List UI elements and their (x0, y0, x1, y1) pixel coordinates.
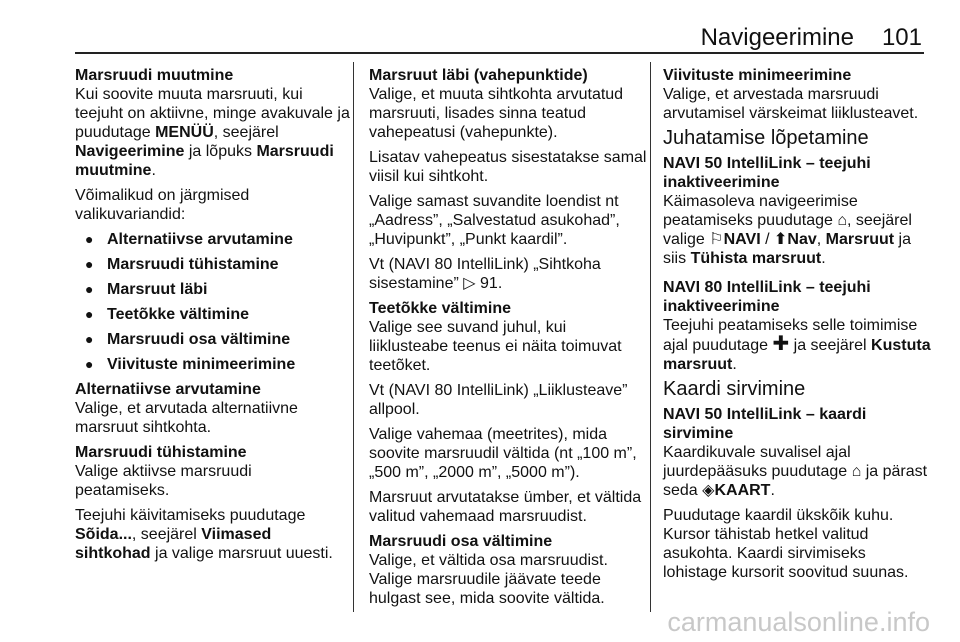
column-divider-2 (650, 62, 651, 612)
page-header (75, 24, 924, 50)
list-item: ● Viivituste minimeerimine (75, 355, 350, 374)
text: ja lõpuks (184, 143, 257, 160)
heading-alternative: Alternatiivse arvutamine (75, 381, 261, 398)
heading-navi50-deactivate: NAVI 50 IntelliLink – teejuhi inaktiveerimine (663, 155, 871, 191)
text: , seejärel (213, 124, 279, 141)
section-map-browse: Kaardi sirvimine (663, 378, 806, 400)
page-title: Navigeerimine (700, 24, 854, 51)
heading-waypoints: Marsruut läbi (vahepunktide) (369, 67, 588, 84)
list-item: ● Marsruut läbi (75, 280, 350, 299)
text: Kaardikuvale suvalisel ajal juurdepääsuks puudutage (663, 444, 852, 480)
navigation-label: Navigeerimine (75, 143, 185, 160)
route-label: Marsruut (825, 231, 895, 248)
flag-icon: ⚐ (709, 231, 724, 248)
section-stop-guidance: Juhatamise lõpetamine (663, 127, 869, 149)
paragraph-recalc: Marsruut arvutatakse ümber, et vältida valitud vahemaad marsruudist. (369, 489, 642, 525)
recent-destinations-label: Viimased sihtkohad (75, 526, 272, 562)
heading-minimise-delays: Viivituste minimeerimine (663, 67, 852, 84)
paragraph-waypoint-entry: Lisatav vahepeatus sisestatakse samal viisil kui sihtkoht. (369, 149, 647, 185)
paragraph-change-route (75, 85, 350, 180)
cancel-route-label: Tühista marsruut (690, 250, 822, 267)
plus-icon: ✚ (772, 333, 790, 355)
nav-label: Nav (787, 231, 817, 248)
heading-navi80-deactivate: NAVI 80 IntelliLink – teejuhi inaktiveerimine (663, 279, 871, 315)
paragraph-distance: Valige vahemaa (meetrites), mida soovite marsruudil vältida (nt „100 m”, „500 m”, „2000 m”, „5000 m”). (369, 426, 637, 481)
heading-avoid-part: Marsruudi osa vältimine (369, 533, 553, 550)
text: . (151, 162, 156, 179)
text: , seejärel valige (663, 212, 912, 248)
home-icon: ⌂ (837, 212, 848, 229)
header-rule (75, 52, 924, 54)
page-reference-icon: ▷ (463, 275, 476, 292)
options-list (75, 230, 350, 374)
paragraph-avoid-part: Valige, et vältida osa marsruudist. Valige marsruudile jäävate teede hulgast see, mida soovite vältida. (369, 552, 608, 607)
text: Käimasoleva navigeerimise peatamiseks puudutage (663, 193, 858, 229)
paragraph-map-cursor: Puudutage kaardil ükskõik kuhu. Kursor tähistab hetkel valitud asukohta. Kaardi sirvimiseks lohistage kursorit soovitud suunas. (663, 507, 909, 581)
paragraph-navi50-map (663, 443, 933, 500)
list-item: ● Marsruudi osa vältimine (75, 330, 350, 349)
heading-change-route: Marsruudi muutmine (75, 67, 234, 84)
paragraph-waypoint-options: Valige samast suvandite loendist nt „Aadress”, „Salvestatud asukohad”, „Huvipunkt”, „Punkt kaardil”. (369, 193, 620, 248)
text: / (760, 231, 774, 248)
text: . (732, 356, 737, 373)
paragraph-restart-guidance (75, 506, 350, 563)
menu-label: MENÜÜ (155, 124, 214, 141)
paragraph-reference (369, 255, 649, 293)
text: , seejärel (131, 526, 202, 543)
drive-label: Sõida... (75, 526, 132, 543)
text: Teejuhi peatamiseks selle toimimise ajal puudutage (663, 317, 918, 354)
paragraph-roadblock: Valige see suvand juhul, kui liiklusteabe teenus ei näita toimuvat teetõket. (369, 319, 622, 374)
home-icon: ⌂ (851, 463, 862, 480)
heading-navi50-map: NAVI 50 IntelliLink – kaardi sirvimine (663, 406, 867, 442)
paragraph-traffic-ref: Vt (NAVI 80 IntelliLink) „Liiklusteave” allpool. (369, 382, 628, 418)
list-item: ● Teetõkke vältimine (75, 305, 350, 324)
paragraph-options: Võimalikud on järgmised valikuvariandid: (75, 187, 250, 223)
text: Kui soovite muuta marsruuti, kui teejuht on aktiivne, minge avakuvale ja puudutage (75, 86, 350, 141)
paragraph-waypoints: Valige, et muuta sihtkohta arvutatud marsruuti, lisades sinna teatud vahepeatusi (vahepunkte). (369, 86, 624, 141)
column-2 (369, 66, 649, 614)
text: Teejuhi käivitamiseks puudutage (75, 507, 306, 524)
list-item: ● Marsruudi tühistamine (75, 255, 350, 274)
text: Vt (NAVI 80 IntelliLink) „Sihtkoha sisestamine” (369, 256, 601, 292)
paragraph-cancel-route: Valige aktiivse marsruudi peatamiseks. (75, 463, 252, 499)
heading-roadblock: Teetõkke vältimine (369, 300, 511, 317)
map-label: KAART (714, 482, 771, 499)
watermark: carmanualsonline.info (667, 607, 930, 637)
text: ja seejärel (789, 337, 872, 354)
text: . (770, 482, 775, 499)
navigation-arrow-icon: ⬆ (773, 231, 788, 248)
text: . (821, 250, 826, 267)
text: ja pärast seda (663, 463, 928, 499)
text: , (816, 231, 826, 248)
paragraph-navi50-deactivate (663, 192, 933, 268)
navi-label: NAVI (723, 231, 761, 248)
column-3 (663, 66, 933, 588)
paragraph-alternative: Valige, et arvutada alternatiivne marsruut sihtkohta. (75, 400, 298, 436)
paragraph-minimise-delays: Valige, et arvestada marsruudi arvutamisel värskeimat liiklusteavet. (663, 86, 919, 122)
page-number: 101 (881, 24, 922, 51)
paragraph-navi80-deactivate (663, 316, 933, 374)
text: ja valige marsruut uuesti. (150, 545, 333, 562)
column-divider-1 (353, 62, 354, 612)
heading-cancel-route: Marsruudi tühistamine (75, 444, 247, 461)
list-item: ● Alternatiivse arvutamine (75, 230, 350, 249)
column-1 (75, 66, 350, 569)
change-route-label: Marsruudi muutmine (75, 143, 334, 179)
text: ja siis (663, 231, 911, 267)
delete-route-label: Kustuta marsruut (663, 337, 931, 373)
map-icon: ◈ (702, 482, 715, 499)
page-reference: 91. (480, 275, 503, 292)
